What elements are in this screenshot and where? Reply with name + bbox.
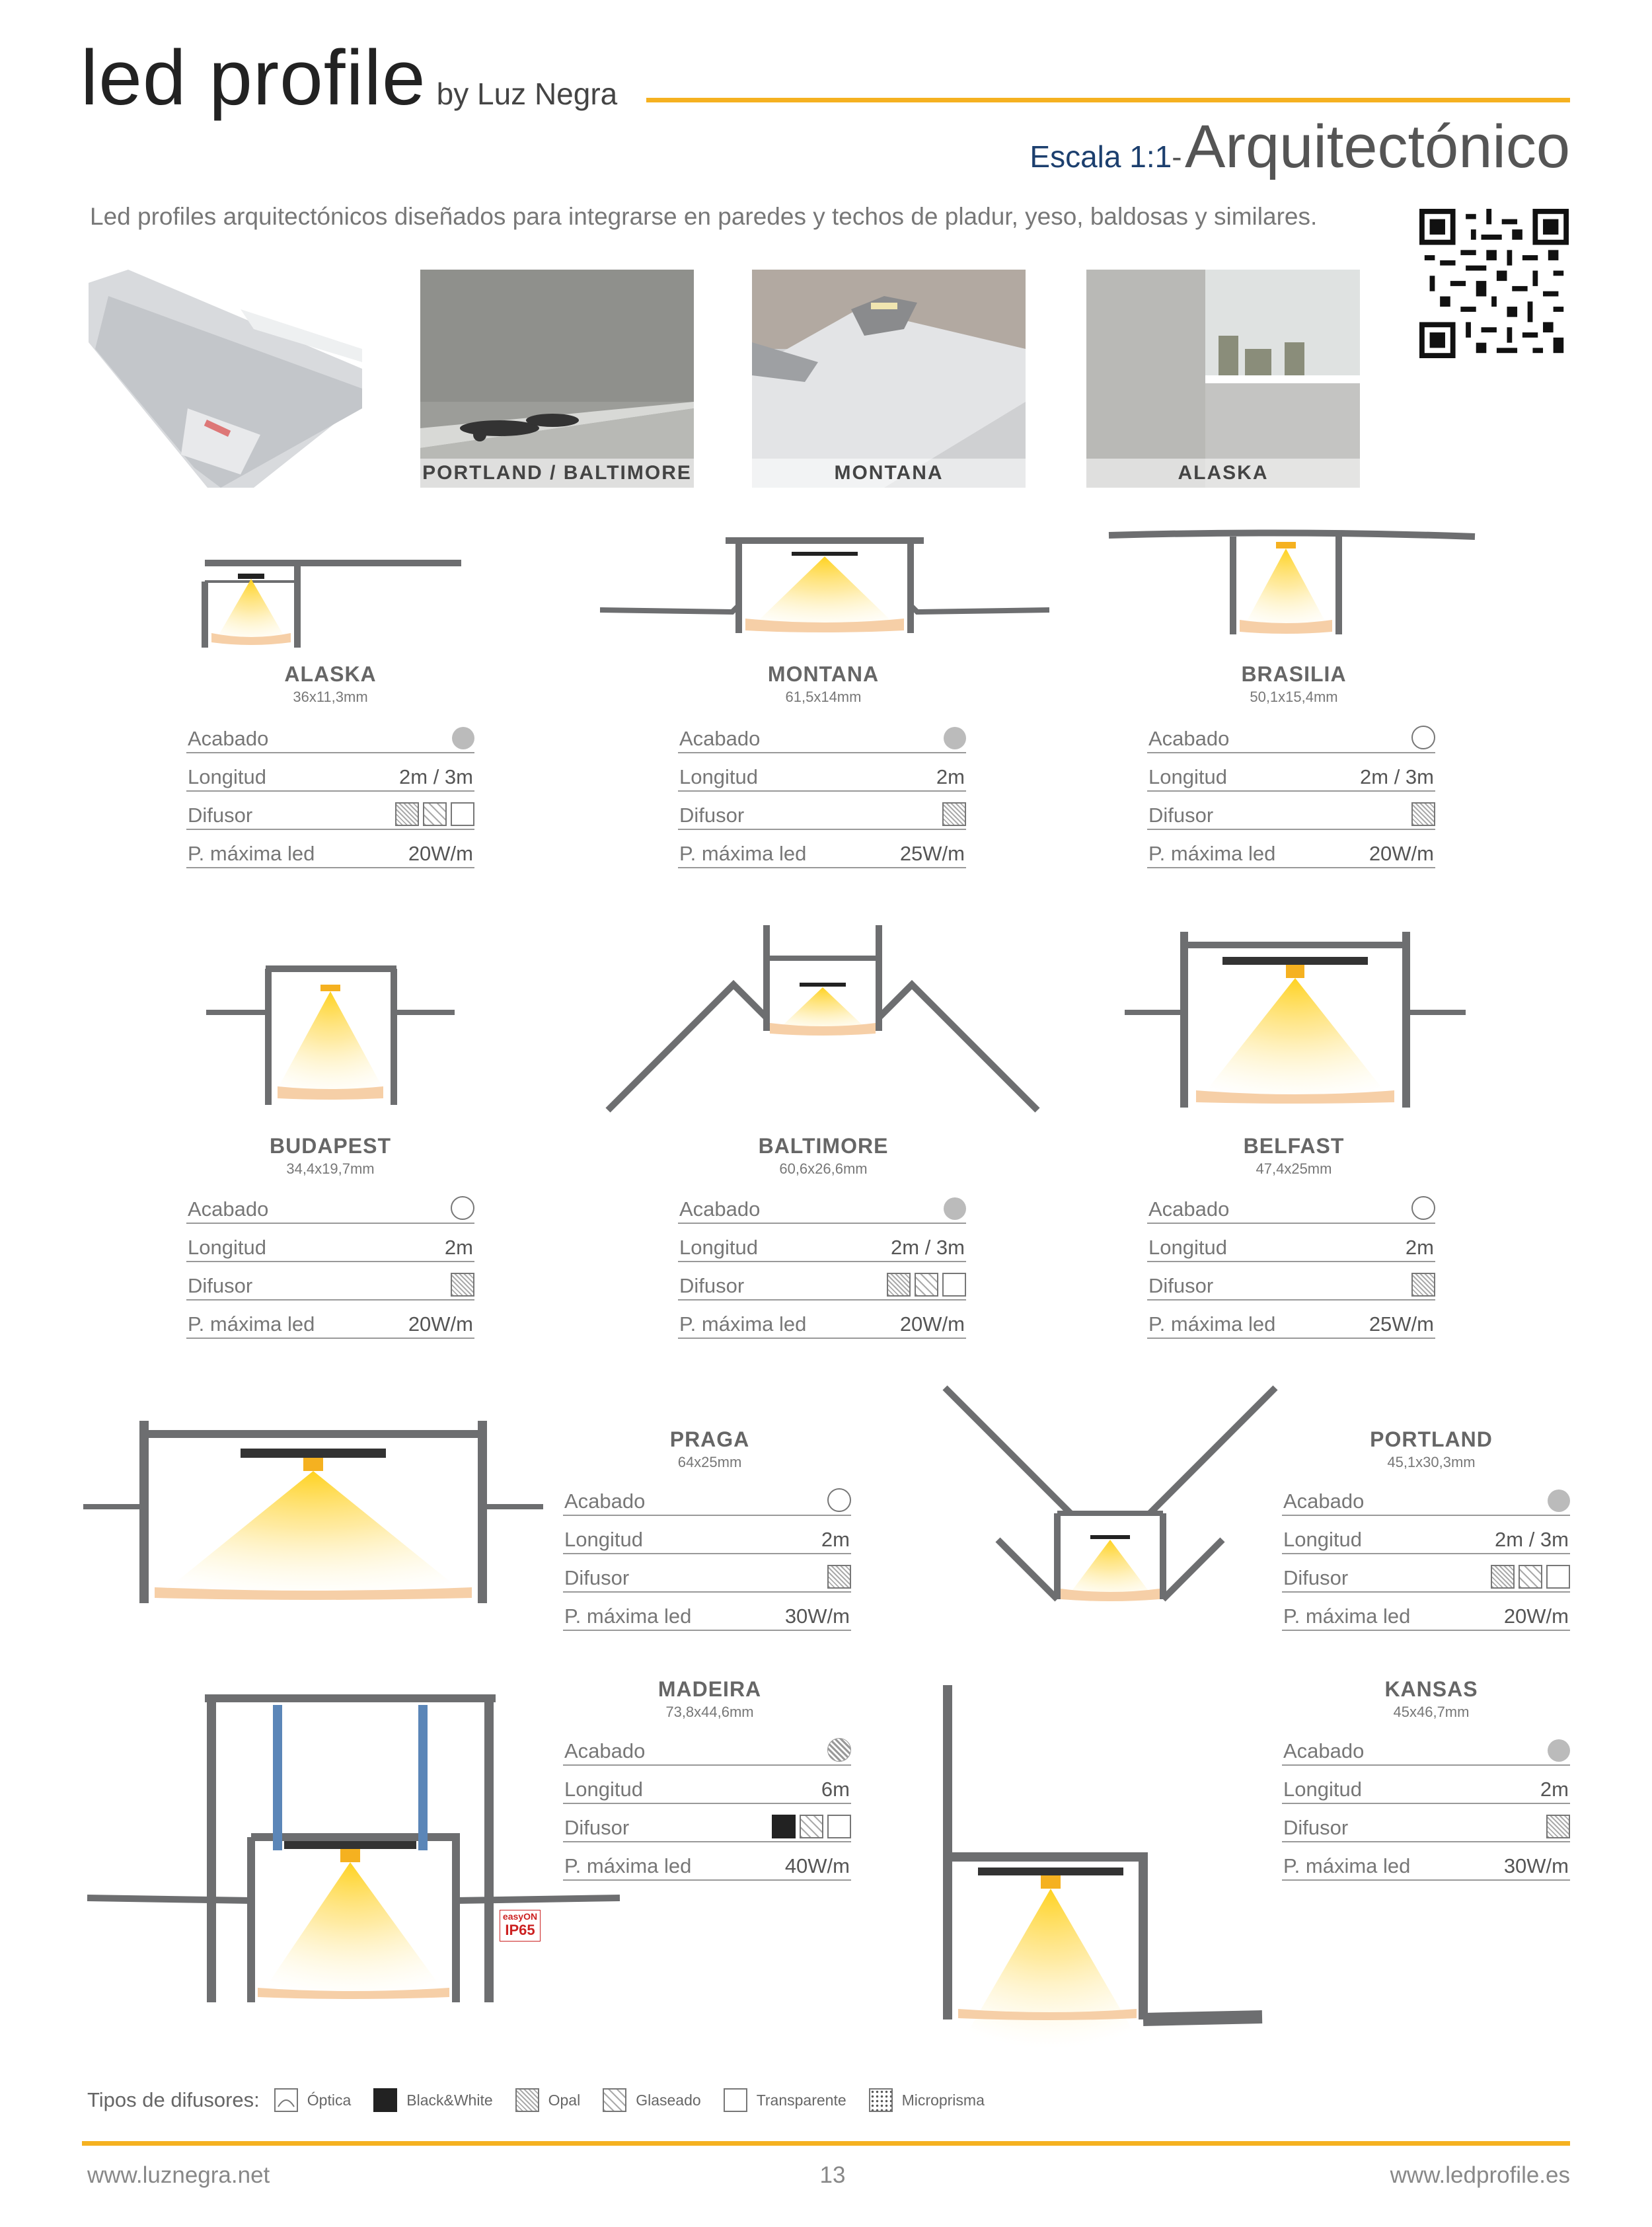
product-dims: 45,1x30,3mm bbox=[1387, 1454, 1476, 1470]
finish-dot-icon bbox=[452, 727, 474, 749]
diffuser-swatches bbox=[451, 1273, 474, 1297]
product-dims: 36x11,3mm bbox=[293, 689, 368, 705]
opal-diffuser-icon bbox=[827, 1565, 851, 1589]
page-subtitle bbox=[1030, 112, 1570, 182]
spec-label: Acabado bbox=[1283, 1739, 1365, 1762]
spec-value-potencia: 20W/m bbox=[408, 842, 473, 865]
spec-table-baltimore bbox=[678, 1188, 966, 1341]
finish-dot-icon bbox=[944, 1197, 966, 1220]
photo-montana-image bbox=[752, 270, 1026, 488]
spec-table-belfast bbox=[1147, 1188, 1435, 1341]
spec-row-difusor bbox=[678, 794, 966, 830]
badge-line2: IP65 bbox=[505, 1922, 535, 1938]
qr-code[interactable] bbox=[1419, 209, 1569, 358]
profile-drawing-kansas bbox=[938, 1679, 1269, 2049]
opal-diffuser-icon bbox=[451, 1273, 474, 1297]
spec-label: Acabado bbox=[188, 1197, 269, 1221]
profile-drawing-alaska bbox=[198, 555, 463, 654]
profile-drawing-praga bbox=[82, 1414, 544, 1612]
spec-label: Longitud bbox=[1148, 1236, 1227, 1259]
spec-row-acabado bbox=[1282, 1730, 1570, 1766]
spec-row-acabado bbox=[186, 1188, 474, 1224]
spec-value-longitud: 2m / 3m bbox=[1360, 765, 1434, 788]
legend-item bbox=[373, 2088, 492, 2112]
diffuser-swatches bbox=[827, 1565, 851, 1589]
legend-label: Microprisma bbox=[901, 2091, 985, 2109]
transparente-diffuser-icon bbox=[724, 2088, 747, 2112]
spec-label: P. máxima led bbox=[679, 842, 807, 865]
spec-label: P. máxima led bbox=[679, 1312, 807, 1336]
spec-value-longitud: 2m bbox=[1540, 1778, 1569, 1801]
opal-diffuser-icon bbox=[1546, 1815, 1570, 1838]
spec-table-budapest bbox=[186, 1188, 474, 1341]
diffuser-swatches bbox=[772, 1815, 851, 1838]
spec-label: Acabado bbox=[188, 727, 269, 750]
spec-row-longitud bbox=[678, 1227, 966, 1262]
spec-row-acabado bbox=[1147, 718, 1435, 753]
spec-value-potencia: 25W/m bbox=[1369, 1312, 1434, 1336]
spec-table-alaska bbox=[186, 718, 474, 871]
spec-label: Acabado bbox=[564, 1490, 646, 1513]
opal-diffuser-icon bbox=[1411, 802, 1435, 826]
spec-value-potencia: 40W/m bbox=[784, 1854, 850, 1877]
spec-row-potencia bbox=[186, 833, 474, 868]
photo-montana bbox=[752, 270, 1026, 488]
spec-value-potencia: 20W/m bbox=[899, 1312, 965, 1336]
legend-label: Transparente bbox=[756, 2091, 846, 2109]
spec-row-longitud bbox=[1147, 1227, 1435, 1262]
photo-alaska-image bbox=[1086, 270, 1360, 488]
photo-profile-closeup bbox=[89, 270, 362, 488]
subtitle-separator: - bbox=[1172, 139, 1182, 174]
transparente-diffuser-icon bbox=[942, 1273, 966, 1297]
spec-label: P. máxima led bbox=[188, 842, 315, 865]
legend-label: Glaseado bbox=[636, 2091, 701, 2109]
spec-table-montana bbox=[678, 718, 966, 871]
spec-row-acabado bbox=[1147, 1188, 1435, 1224]
diffuser-legend bbox=[87, 2088, 998, 2112]
spec-row-potencia bbox=[563, 1595, 851, 1631]
finish-swatch bbox=[827, 1488, 851, 1512]
finish-swatch bbox=[1411, 1196, 1435, 1220]
spec-row-acabado bbox=[563, 1730, 851, 1766]
product-name: MADEIRA bbox=[657, 1677, 762, 1701]
spec-row-acabado bbox=[678, 1188, 966, 1224]
spec-label: P. máxima led bbox=[1283, 1854, 1411, 1877]
spec-row-acabado bbox=[186, 718, 474, 753]
spec-value-potencia: 20W/m bbox=[1503, 1604, 1569, 1628]
header-rule bbox=[646, 98, 1570, 102]
spec-label: Acabado bbox=[1148, 1197, 1230, 1221]
spec-value-longitud: 2m bbox=[1405, 1236, 1434, 1259]
glaseado-diffuser-icon bbox=[1519, 1565, 1542, 1589]
finish-dot-icon bbox=[1548, 1739, 1570, 1762]
legend-label: Black&White bbox=[406, 2091, 493, 2109]
product-name: BRASILIA bbox=[1241, 662, 1347, 686]
spec-label: Longitud bbox=[1148, 765, 1227, 788]
spec-row-difusor bbox=[186, 1265, 474, 1301]
blackwhite-diffuser-icon bbox=[373, 2088, 397, 2112]
spec-row-longitud bbox=[563, 1519, 851, 1554]
spec-value-longitud: 2m / 3m bbox=[399, 765, 473, 788]
spec-label: Acabado bbox=[1283, 1490, 1365, 1513]
spec-row-difusor bbox=[1282, 1807, 1570, 1842]
spec-row-acabado bbox=[678, 718, 966, 753]
microprisma-diffuser-icon bbox=[869, 2088, 893, 2112]
glaseado-diffuser-icon bbox=[800, 1815, 823, 1838]
spec-row-difusor bbox=[1147, 794, 1435, 830]
legend-item bbox=[724, 2088, 846, 2112]
spec-table-praga bbox=[563, 1480, 851, 1634]
finish-swatch bbox=[1548, 1739, 1570, 1762]
spec-label: Difusor bbox=[564, 1566, 630, 1589]
spec-row-acabado bbox=[563, 1480, 851, 1516]
spec-label: Difusor bbox=[564, 1816, 630, 1839]
finish-swatch bbox=[827, 1738, 851, 1762]
finish-dot-icon bbox=[944, 727, 966, 749]
spec-value-potencia: 25W/m bbox=[899, 842, 965, 865]
footer-rule bbox=[82, 2141, 1570, 2146]
product-dims: 47,4x25mm bbox=[1256, 1160, 1332, 1177]
spec-label: Longitud bbox=[679, 1236, 758, 1259]
opal-diffuser-icon bbox=[1491, 1565, 1515, 1589]
spec-label: P. máxima led bbox=[564, 1854, 692, 1877]
spec-value-potencia: 20W/m bbox=[408, 1312, 473, 1336]
brand-name: led profile bbox=[81, 34, 426, 122]
finish-swatch bbox=[944, 1197, 966, 1220]
product-dims: 34,4x19,7mm bbox=[286, 1160, 375, 1177]
spec-row-difusor bbox=[678, 1265, 966, 1301]
spec-row-difusor bbox=[563, 1807, 851, 1842]
spec-label: Longitud bbox=[564, 1528, 643, 1551]
finish-swatch bbox=[1548, 1490, 1570, 1512]
spec-label: Difusor bbox=[1148, 804, 1214, 827]
spec-label: P. máxima led bbox=[1148, 842, 1276, 865]
spec-value-potencia: 20W/m bbox=[1369, 842, 1434, 865]
product-name: PORTLAND bbox=[1370, 1427, 1493, 1451]
spec-row-potencia bbox=[186, 1303, 474, 1339]
transparente-diffuser-icon bbox=[451, 802, 474, 826]
spec-row-longitud bbox=[186, 756, 474, 792]
easyon-ip65-badge bbox=[500, 1910, 541, 1942]
footer-right-link[interactable]: www.ledprofile.es bbox=[1390, 2162, 1570, 2188]
spec-value-longitud: 2m bbox=[936, 765, 965, 788]
diffuser-swatches bbox=[1411, 1273, 1435, 1297]
spec-label: Difusor bbox=[1148, 1274, 1214, 1297]
spec-row-difusor bbox=[1282, 1557, 1570, 1593]
finish-dot-icon bbox=[827, 1488, 851, 1512]
spec-row-potencia bbox=[1147, 1303, 1435, 1339]
spec-value-longitud: 2m / 3m bbox=[1495, 1528, 1569, 1551]
product-name: ALASKA bbox=[284, 662, 377, 686]
spec-row-potencia bbox=[678, 1303, 966, 1339]
legend-item bbox=[869, 2088, 985, 2112]
badge-line1: easyON bbox=[502, 1911, 538, 1922]
spec-table-madeira bbox=[563, 1730, 851, 1883]
spec-label: Longitud bbox=[564, 1778, 643, 1801]
product-name: BALTIMORE bbox=[758, 1134, 889, 1158]
photo-caption: ALASKA bbox=[1086, 459, 1360, 488]
product-dims: 60,6x26,6mm bbox=[779, 1160, 868, 1177]
diffuser-swatches bbox=[1546, 1815, 1570, 1838]
spec-row-longitud bbox=[1282, 1768, 1570, 1804]
profile-drawing-portland bbox=[938, 1381, 1282, 1612]
spec-label: Longitud bbox=[188, 1236, 266, 1259]
glaseado-diffuser-icon bbox=[423, 802, 447, 826]
spec-label: P. máxima led bbox=[188, 1312, 315, 1336]
spec-label: P. máxima led bbox=[1148, 1312, 1276, 1336]
finish-swatch bbox=[451, 1196, 474, 1220]
spec-label: Acabado bbox=[1148, 727, 1230, 750]
brand-title bbox=[81, 33, 617, 123]
spec-label: Acabado bbox=[679, 1197, 761, 1221]
photo-caption: PORTLAND / BALTIMORE bbox=[420, 459, 694, 488]
finish-dot-icon bbox=[1548, 1490, 1570, 1512]
product-dims: 50,1x15,4mm bbox=[1250, 689, 1338, 705]
diffuser-swatches bbox=[395, 802, 474, 826]
product-dims: 45x46,7mm bbox=[1393, 1704, 1470, 1720]
spec-row-difusor bbox=[563, 1557, 851, 1593]
spec-row-longitud bbox=[1147, 756, 1435, 792]
transparente-diffuser-icon bbox=[1546, 1565, 1570, 1589]
profile-drawing-baltimore bbox=[601, 919, 1044, 1117]
photo-profile-closeup-image bbox=[89, 270, 362, 488]
spec-row-longitud bbox=[678, 756, 966, 792]
opal-diffuser-icon bbox=[887, 1273, 911, 1297]
spec-label: P. máxima led bbox=[564, 1604, 692, 1628]
profile-drawing-montana bbox=[600, 534, 1049, 640]
legend-title: Tipos de difusores: bbox=[87, 2088, 260, 2111]
spec-table-kansas bbox=[1282, 1730, 1570, 1883]
spec-row-difusor bbox=[1147, 1265, 1435, 1301]
spec-value-potencia: 30W/m bbox=[784, 1604, 850, 1628]
spec-label: Difusor bbox=[188, 1274, 253, 1297]
legend-item bbox=[603, 2088, 700, 2112]
finish-dot-icon bbox=[1411, 1196, 1435, 1220]
optica-diffuser-icon bbox=[274, 2088, 298, 2112]
spec-row-acabado bbox=[1282, 1480, 1570, 1516]
product-dims: 73,8x44,6mm bbox=[665, 1704, 754, 1720]
product-name: KANSAS bbox=[1384, 1677, 1478, 1701]
product-name: MONTANA bbox=[767, 662, 880, 686]
finish-swatch bbox=[452, 727, 474, 749]
diffuser-swatches bbox=[1491, 1565, 1570, 1589]
spec-row-difusor bbox=[186, 794, 474, 830]
glaseado-diffuser-icon bbox=[915, 1273, 938, 1297]
spec-table-portland bbox=[1282, 1480, 1570, 1634]
spec-row-potencia bbox=[1147, 833, 1435, 868]
finish-swatch bbox=[1411, 726, 1435, 749]
spec-row-potencia bbox=[1282, 1595, 1570, 1631]
blackwhite-diffuser-icon bbox=[772, 1815, 796, 1838]
legend-label: Óptica bbox=[307, 2091, 352, 2109]
spec-label: Longitud bbox=[188, 765, 266, 788]
scale-label: Escala 1:1 bbox=[1030, 139, 1172, 174]
spec-row-potencia bbox=[563, 1845, 851, 1881]
footer-left-link[interactable]: www.luznegra.net bbox=[87, 2162, 270, 2188]
transparente-diffuser-icon bbox=[827, 1815, 851, 1838]
spec-label: Longitud bbox=[1283, 1778, 1362, 1801]
brand-by: by Luz Negra bbox=[436, 77, 618, 111]
photo-portland-baltimore-image bbox=[420, 270, 694, 488]
spec-value-potencia: 30W/m bbox=[1503, 1854, 1569, 1877]
spec-label: Acabado bbox=[679, 727, 761, 750]
spec-row-longitud bbox=[186, 1227, 474, 1262]
product-dims: 61,5x14mm bbox=[785, 689, 862, 705]
opal-diffuser-icon bbox=[942, 802, 966, 826]
profile-drawing-madeira bbox=[86, 1692, 628, 2009]
spec-label: Longitud bbox=[1283, 1528, 1362, 1551]
spec-value-longitud: 6m bbox=[821, 1778, 850, 1801]
profile-drawing-brasilia bbox=[1108, 529, 1478, 641]
spec-value-longitud: 2m bbox=[444, 1236, 473, 1259]
spec-table-brasilia bbox=[1147, 718, 1435, 871]
finish-swatch bbox=[944, 727, 966, 749]
finish-dot-icon bbox=[1411, 726, 1435, 749]
spec-label: Longitud bbox=[679, 765, 758, 788]
photo-alaska bbox=[1086, 270, 1360, 488]
spec-label: Acabado bbox=[564, 1739, 646, 1762]
finish-dot-icon bbox=[451, 1196, 474, 1220]
opal-diffuser-icon bbox=[395, 802, 419, 826]
opal-diffuser-icon bbox=[515, 2088, 539, 2112]
spec-value-longitud: 2m bbox=[821, 1528, 850, 1551]
product-name: PRAGA bbox=[669, 1427, 750, 1451]
category-title: Arquitectónico bbox=[1185, 113, 1570, 180]
product-name: BUDAPEST bbox=[269, 1134, 391, 1158]
page-number: 13 bbox=[819, 2162, 846, 2188]
spec-row-longitud bbox=[563, 1768, 851, 1804]
profile-drawing-budapest bbox=[205, 962, 456, 1108]
legend-item bbox=[274, 2088, 351, 2112]
finish-dot-icon bbox=[827, 1738, 851, 1762]
spec-label: Difusor bbox=[1283, 1566, 1349, 1589]
legend-item bbox=[515, 2088, 581, 2112]
diffuser-swatches bbox=[1411, 802, 1435, 826]
spec-value-longitud: 2m / 3m bbox=[891, 1236, 965, 1259]
spec-label: Difusor bbox=[679, 1274, 745, 1297]
spec-row-longitud bbox=[1282, 1519, 1570, 1554]
opal-diffuser-icon bbox=[1411, 1273, 1435, 1297]
spec-label: Difusor bbox=[188, 804, 253, 827]
diffuser-swatches bbox=[942, 802, 966, 826]
spec-label: Difusor bbox=[1283, 1816, 1349, 1839]
spec-label: Difusor bbox=[679, 804, 745, 827]
spec-row-potencia bbox=[678, 833, 966, 868]
photo-portland-baltimore bbox=[420, 270, 694, 488]
legend-label: Opal bbox=[548, 2091, 581, 2109]
intro-text: Led profiles arquitectónicos diseñados para integrarse en paredes y techos de pladur, yeso, baldosas y similares. bbox=[90, 203, 1318, 230]
spec-row-potencia bbox=[1282, 1845, 1570, 1881]
spec-label: P. máxima led bbox=[1283, 1604, 1411, 1628]
product-name: BELFAST bbox=[1243, 1134, 1345, 1158]
glaseado-diffuser-icon bbox=[603, 2088, 626, 2112]
photo-caption: MONTANA bbox=[752, 459, 1026, 488]
diffuser-swatches bbox=[887, 1273, 966, 1297]
product-dims: 64x25mm bbox=[677, 1454, 742, 1470]
profile-drawing-belfast bbox=[1123, 925, 1467, 1123]
